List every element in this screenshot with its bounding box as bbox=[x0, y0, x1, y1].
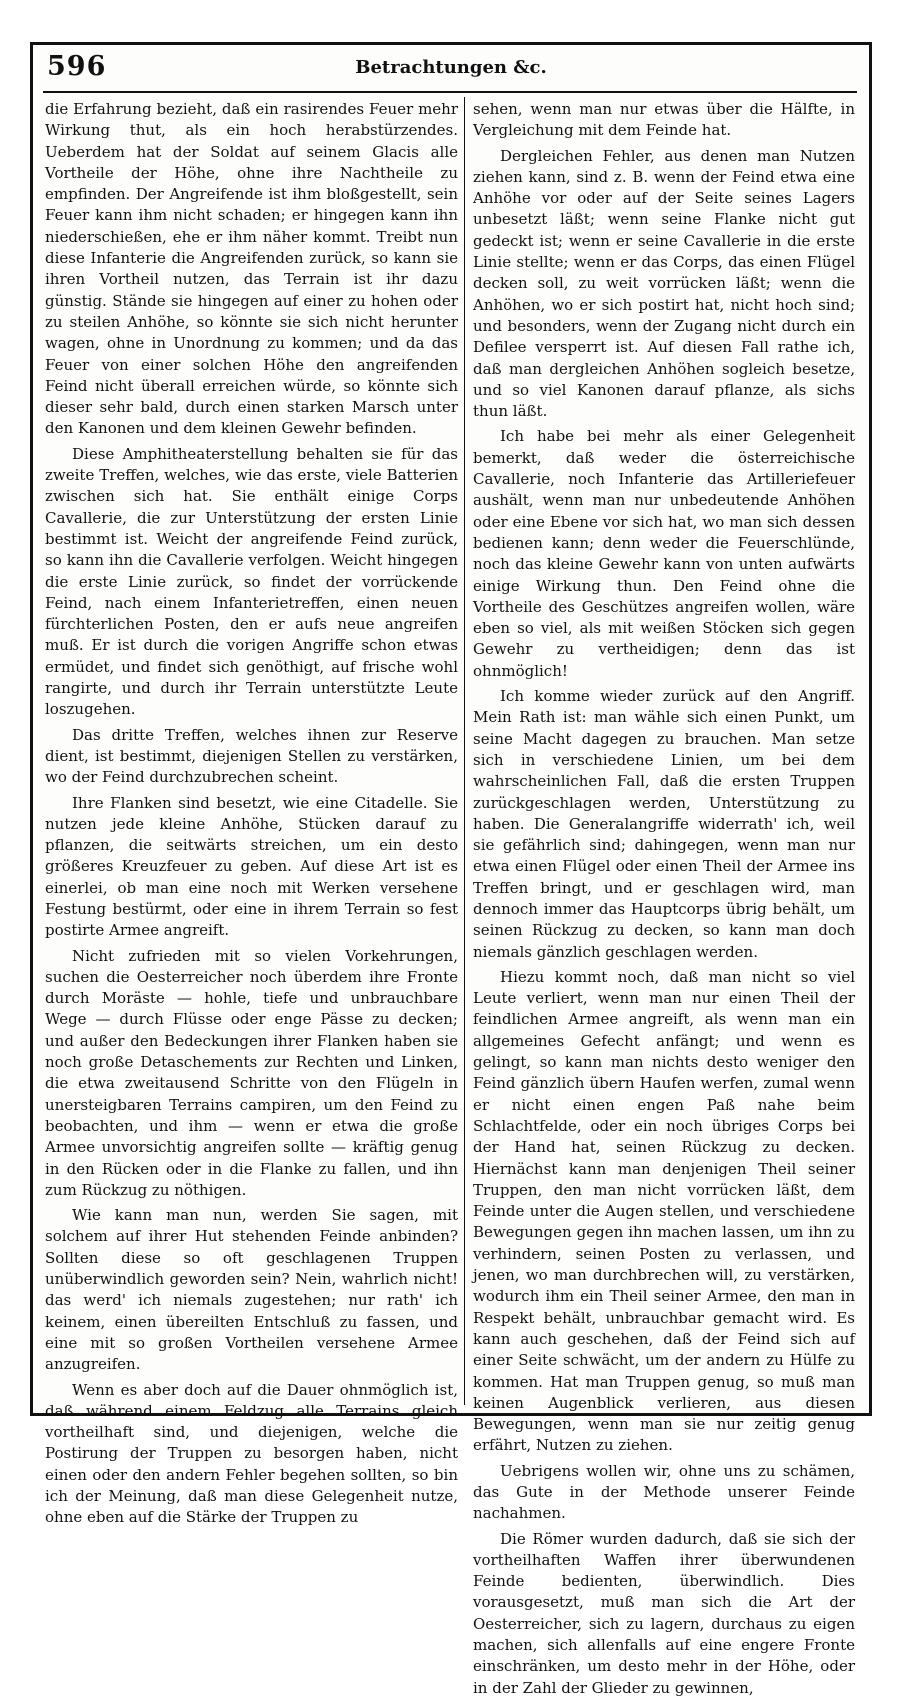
paragraph: Hiezu kommt noch, daß man nicht so viel Leute verliert, wenn man nur einen Theil der feindlichen Armee angreift, als wenn man ein allgemeines Gefecht anfängt; und wenn es gelingt, so kann man nichts desto weniger den Feind gänzlich übern Haufen werfen, zumal wenn er nicht einen engen Paß nahe beim Schlachtfelde, oder ein noch übriges Corps bei der Hand hat, seinen Rückzug zu decken. Hiernächst kann man denjenigen Theil seiner Truppen, den man nicht vorrücken läßt, dem Feinde unter die Augen stellen, und verschiedene Bewegungen gegen ihn machen lassen, um ihn zu verhindern, seinen Posten zu verlassen, und jenen, wo man durchbrechen will, zu verstärken, wodurch ihm ein Theil seiner Armee, den man in Respekt behält, unbrauchbar gemacht wird. Es kann auch geschehen, daß der Feind sich auf einer Seite schwächt, um der andern zu Hülfe zu kommen. Hat man Truppen genug, so muß man keinen Augenblick verlieren, aus diesen Bewegungen, wenn man sie nur zeitig genug erfährt, Nutzen zu ziehen. bbox=[473, 967, 855, 1455]
paragraph: die Erfahrung bezieht, daß ein rasirendes Feuer mehr Wirkung thut, als ein hoch herabstürzendes. Ueberdem hat der Soldat auf seinem Glacis alle Vortheile der Höhe, ohne ihre Nachtheile zu empfinden. Der Angreifende ist ihm bloßgestellt, sein Feuer kann ihm nicht schaden; er hingegen kann ihn niederschießen, ehe er ihm näher kommt. Treibt nun diese Infanterie die Angreifenden zurück, so kann sie ihren Vortheil nutzen, das Terrain ist ihr dazu günstig. Stände sie hingegen auf einer zu hohen oder zu steilen Anhöhe, so könnte sie sich nicht herunter wagen, ohne in Unordnung zu kommen; und da das Feuer von einer solchen Höhe den angreifenden Feind nicht überall erreichen würde, so könnte sich dieser sehr bald, durch einen starken Marsch unter den Kanonen und dem kleinen Gewehr befinden. bbox=[45, 100, 458, 438]
paragraph: Dergleichen Fehler, aus denen man Nutzen ziehen kann, sind z. B. wenn der Feind etwa eine Anhöhe vor oder auf der Seite seines Lagers unbesetzt läßt; wenn seine Flanke nicht gut gedeckt ist; wenn er seine Cavallerie in die erste Linie stellte; wenn er das Corps, das einen Flügel decken soll, zu weit vorrücken läßt; wenn die Anhöhen, wo er sich postirt hat, nicht hoch sind; und besonders, wenn der Zugang nicht durch ein Defilee versperrt ist. Auf diesen Fall rathe ich, daß man dergleichen Anhöhen sogleich besetze, und so viel Kanonen darauf pflanze, als sichs thun läßt. bbox=[473, 146, 855, 421]
header-rule bbox=[43, 91, 857, 93]
paragraph: Nicht zufrieden mit so vielen Vorkehrungen, suchen die Oesterreicher noch überdem ihre Fronte durch Moräste — hohle, tiefe und unbrauchbare Wege — durch Flüsse oder enge Pässe zu decken; und außer den Bedeckungen ihrer Flanken haben sie noch große Detaschements zur Rechten und Linken, die etwa zweitausend Schritte von den Flügeln in unersteigbaren Terrains campiren, um den Feind zu beobachten, und ihm — wenn er etwa die große Armee unvorsichtig angreifen sollte — kräftig genug in den Rücken oder in die Flanke zu fallen, und ihn zum Rückzug zu nöthigen. bbox=[45, 946, 458, 1199]
paragraph: Die Römer wurden dadurch, daß sie sich der vortheilhaften Waffen ihrer überwundenen Feinde bedienten, überwindlich. Dies vorausgesetzt, muß man sich die Art der Oesterreicher, sich zu lagern, durchaus zu eigen machen, sich allenfalls auf eine engere Fronte einschränken, um desto mehr in der Höhe, oder in der Zahl der Glieder zu gewinnen, bbox=[473, 1529, 855, 1697]
paragraph: Wenn es aber doch auf die Dauer ohnmöglich ist, daß während einem Feldzug alle Terrains gleich vortheilhaft sind, und diejenigen, welche die Postirung der Truppen zu besorgen haben, nicht einen oder den andern Fehler begehen sollten, so bin ich der Meinung, daß man diese Gelegenheit nutze, ohne eben auf die Stärke der Truppen zu bbox=[45, 1380, 458, 1527]
page-header bbox=[47, 49, 855, 89]
running-head: Betrachtungen &c. bbox=[355, 57, 547, 78]
column-divider bbox=[464, 97, 465, 1405]
page-number: 596 bbox=[47, 51, 107, 82]
left-column bbox=[45, 99, 458, 1527]
paragraph: sehen, wenn man nur etwas über die Hälfte, in Vergleichung mit dem Feinde hat. bbox=[473, 100, 855, 140]
paragraph: Das dritte Treffen, welches ihnen zur Reserve dient, ist bestimmt, diejenigen Stellen zu verstärken, wo der Feind durchzubrechen scheint. bbox=[45, 725, 458, 787]
right-column bbox=[473, 99, 855, 1697]
paragraph: Ich komme wieder zurück auf den Angriff. Mein Rath ist: man wähle sich einen Punkt, um seine Macht dagegen zu brauchen. Man setze sich in verschiedene Linien, um bei dem wahrscheinlichen Fall, daß die ersten Truppen zurückgeschlagen werden, Unterstützung zu haben. Die Generalangriffe widerrath' ich, weil sie gefährlich sind; dahingegen, wenn man nur etwa einen Flügel oder einen Theil der Armee ins Treffen bringt, und er geschlagen wird, man dennoch immer das Hauptcorps übrig behält, um seinen Rückzug zu decken, so kann man doch niemals gänzlich geschlagen werden. bbox=[473, 687, 855, 961]
paragraph: Ich habe bei mehr als einer Gelegenheit bemerkt, daß weder die österreichische Cavallerie, noch Infanterie das Artilleriefeuer aushält, wenn man nur unbedeutende Anhöhen oder eine Ebene vor sich hat, wo man sich dessen bedienen kann; denn weder die Feuerschlünde, noch das kleine Gewehr kann von unten aufwärts einige Wirkung thun. Den Feind ohne die Vortheile des Geschützes angreifen wollen, wäre eben so viel, als mit weißen Stöcken sich gegen Gewehr zu vertheidigen; denn das ist ohnmöglich! bbox=[473, 427, 855, 680]
paragraph: Wie kann man nun, werden Sie sagen, mit solchem auf ihrer Hut stehenden Feinde anbinden? Sollten diese so oft geschlagenen Truppen unüberwindlich geworden sein? Nein, wahrlich nicht! das werd' ich niemals zugestehen; nur rath' ich keinem, einen übereilten Entschluß zu fassen, und eine mit so großen Vortheilen versehene Armee anzugreifen. bbox=[45, 1206, 458, 1374]
paragraph: Uebrigens wollen wir, ohne uns zu schämen, das Gute in der Methode unserer Feinde nachahmen. bbox=[473, 1461, 855, 1523]
paragraph: Diese Amphitheaterstellung behalten sie für das zweite Treffen, welches, wie das erste, viele Batterien zwischen sich hat. Sie enthält einige Corps Cavallerie, die zur Unterstützung der ersten Linie bestimmt ist. Weicht der angreifende Feind zurück, so kann ihn die Cavallerie verfolgen. Weicht hingegen die erste Linie zurück, so findet der vorrückende Feind, nach einem Infanterietreffen, einen neuen fürchterlichen Posten, den er aufs neue angreifen muß. Er ist durch die vorigen Angriffe schon etwas ermüdet, und findet sich genöthigt, auf frische wohl rangirte, und durch ihr Terrain unterstützte Leute loszugehen. bbox=[45, 444, 458, 719]
paragraph: Ihre Flanken sind besetzt, wie eine Citadelle. Sie nutzen jede kleine Anhöhe, Stücken darauf zu pflanzen, die seitwärts streichen, um ein desto größeres Kreuzfeuer zu geben. Auf diese Art ist es einerlei, ob man eine noch mit Werken versehene Festung bestürmt, oder eine in ihrem Terrain so fest postirte Armee angreift. bbox=[45, 793, 458, 940]
book-page bbox=[30, 42, 872, 1697]
